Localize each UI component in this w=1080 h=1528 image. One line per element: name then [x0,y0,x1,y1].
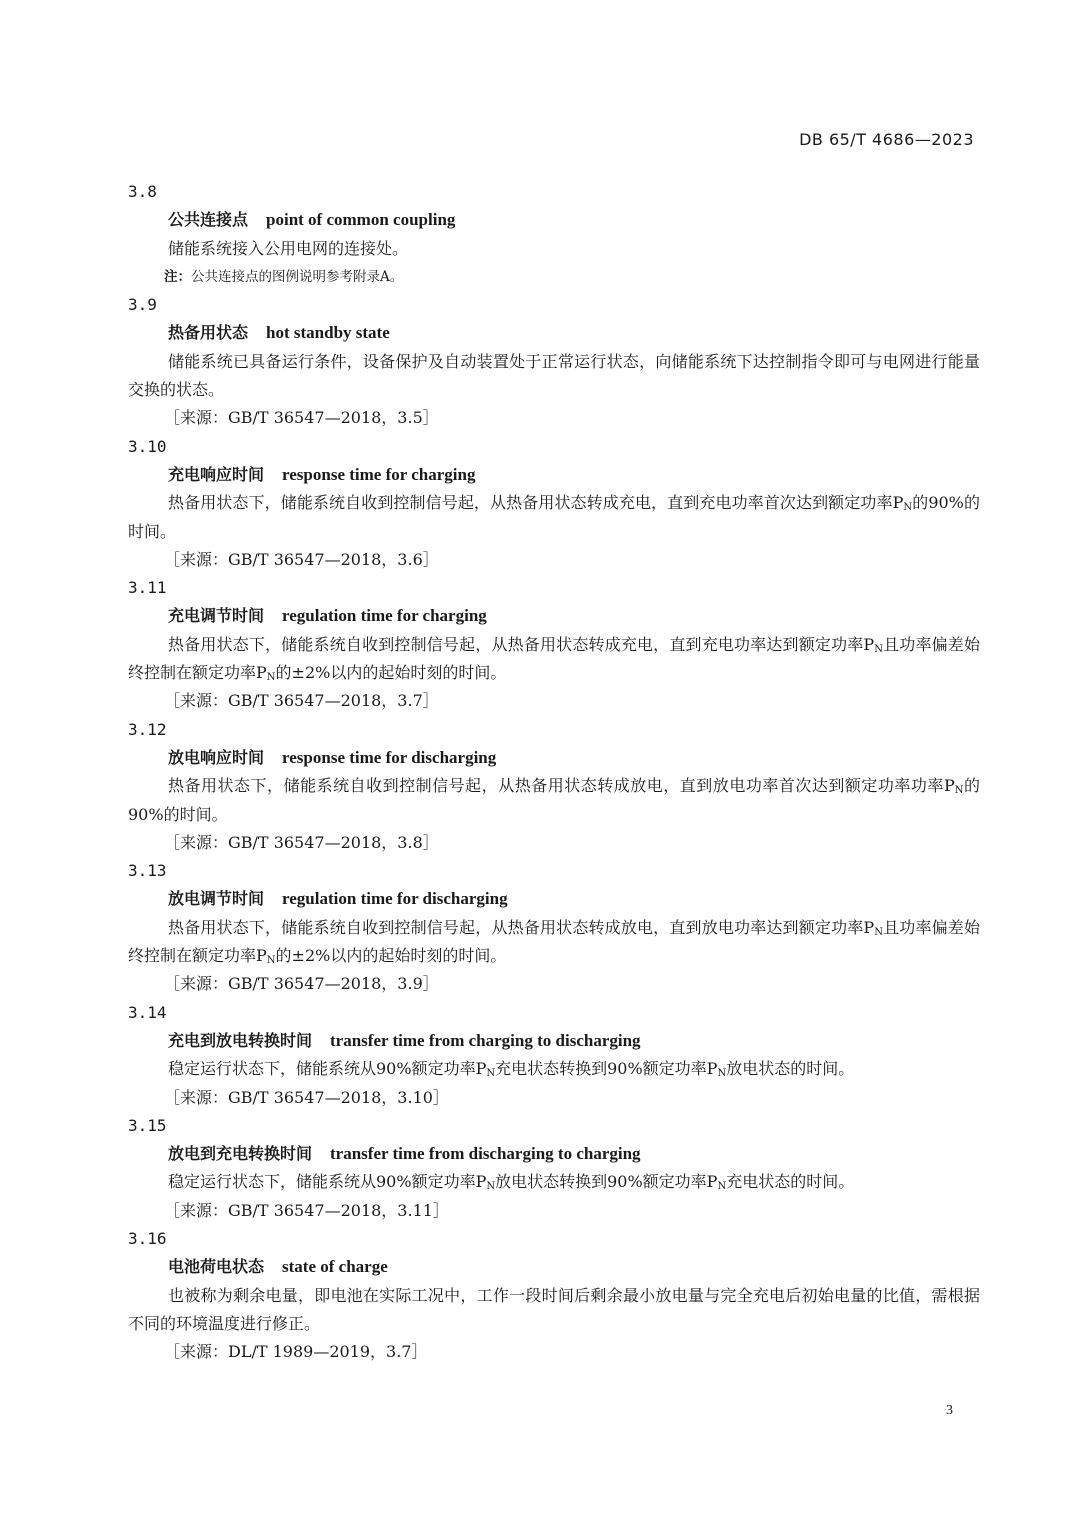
subscript-n: N [903,502,913,514]
note-text: 公共连接点的图例说明参考附录A。 [191,268,404,285]
subscript-n: N [486,1068,496,1080]
term-definition: 热备用状态下，储能系统自收到控制信号起，从热备用状态转成充电，直到充电功率达到额定功率$P_N$且功率偏差始终控制在额定功率$P_N$的±2%以内的起始时刻的时间。 [128,634,980,684]
term-title [128,885,980,913]
term-source: ［来源：GB/T 36547—2018，3.8］ [164,832,439,852]
term-title-zh: 放电到充电转换时间 [168,1144,313,1164]
term-number: 3.13 [128,861,167,881]
term-source: ［来源：GB/T 36547—2018，3.6］ [164,549,439,569]
term-note [128,263,980,291]
term-title [128,206,980,234]
subscript-n: N [717,1068,727,1080]
term-title-zh: 电池荷电状态 [168,1257,265,1277]
subscript-n: N [486,1181,496,1193]
term-title-en: transfer time from discharging to charging [330,1144,641,1164]
terms-content [128,178,980,1366]
term-number: 3.8 [128,182,157,201]
term-title-zh: 放电响应时间 [168,747,265,767]
term-entry [128,574,980,715]
subscript-n: N [874,926,883,938]
term-title-zh: 放电调节时间 [168,889,265,909]
term-definition: 稳定运行状态下，储能系统从90%额定功率$P_N$放电状态转换到90%额定功率$P_N$充电状态的时间。 [168,1172,855,1193]
term-title-en: transfer time from charging to discharging [330,1030,641,1050]
subscript-n: N [266,672,276,684]
term-title-zh: 充电到放电转换时间 [168,1030,313,1050]
term-title-zh: 公共连接点 [168,210,249,230]
term-entry [128,857,980,998]
term-number: 3.11 [128,578,167,598]
term-title [128,319,980,347]
term-number: 3.10 [128,436,167,456]
term-entry [128,1112,980,1225]
term-definition: 热备用状态下，储能系统自收到控制信号起，从热备用状态转成放电，直到放电功率首次达到额定功率功率$P_N$的90%的时间。 [128,776,980,824]
term-title-zh: 充电调节时间 [168,606,265,626]
term-source: ［来源：GB/T 36547—2018，3.7］ [164,691,439,711]
term-number: 3.15 [128,1115,167,1135]
term-number: 3.16 [128,1228,167,1248]
term-definition: 热备用状态下，储能系统自收到控制信号起，从热备用状态转成放电，直到放电功率达到额定功率$P_N$且功率偏差始终控制在额定功率$P_N$的±2%以内的起始时刻的时间。 [128,917,980,967]
term-title [128,1140,980,1168]
subscript-n: N [954,785,964,797]
term-title [128,744,980,772]
term-source: ［来源：GB/T 36547—2018，3.10］ [164,1087,449,1107]
term-definition: 储能系统接入公用电网的连接处。 [168,238,409,258]
term-source: ［来源：DL/T 1989—2019，3.7］ [164,1342,428,1362]
term-entry [128,1225,980,1366]
term-entry [128,999,980,1112]
term-source: ［来源：GB/T 36547—2018，3.5］ [164,408,439,428]
term-title-en: response time for discharging [282,747,497,767]
term-number: 3.12 [128,719,167,739]
term-entry [128,178,980,291]
term-definition: 储能系统已具备运行条件，设备保护及自动装置处于正常运行状态，向储能系统下达控制指令即可与电网进行能量交换的状态。 [128,351,980,400]
subscript-n: N [874,643,883,655]
subscript-n: N [266,955,276,967]
term-number: 3.9 [128,295,157,315]
term-title-zh: 热备用状态 [168,323,249,343]
page-number: 3 [946,1403,953,1418]
term-title [128,461,980,489]
term-title-zh: 充电响应时间 [168,464,265,484]
term-definition: 也被称为剩余电量，即电池在实际工况中，工作一段时间后剩余最小放电量与完全充电后初始电量的比值，需根据不同的环境温度进行修正。 [128,1285,980,1333]
term-definition: 稳定运行状态下，储能系统从90%额定功率$P_N$充电状态转换到90%额定功率$P_N$放电状态的时间。 [168,1059,855,1080]
term-entry [128,716,980,857]
term-title [128,1027,980,1055]
term-entry [128,433,980,574]
standard-number-header: DB 65/T 4686—2023 [799,130,974,149]
term-number: 3.14 [128,1002,167,1022]
term-title-en: point of common coupling [266,210,456,230]
term-title-en: hot standby state [266,323,390,343]
term-source: ［来源：GB/T 36547—2018，3.11］ [164,1200,449,1220]
term-entry [128,291,980,432]
term-title-en: regulation time for charging [282,606,487,626]
subscript-n: N [717,1181,727,1193]
term-title [128,602,980,630]
term-title-en: state of charge [282,1257,388,1277]
term-definition: 热备用状态下，储能系统自收到控制信号起，从热备用状态转成充电，直到充电功率首次达到额定功率$P_N$的90%的时间。 [128,493,980,541]
term-title [128,1253,980,1281]
term-source: ［来源：GB/T 36547—2018，3.9］ [164,974,439,994]
term-title-en: response time for charging [282,464,476,484]
term-title-en: regulation time for discharging [282,889,508,909]
note-label: 注： [164,268,191,285]
